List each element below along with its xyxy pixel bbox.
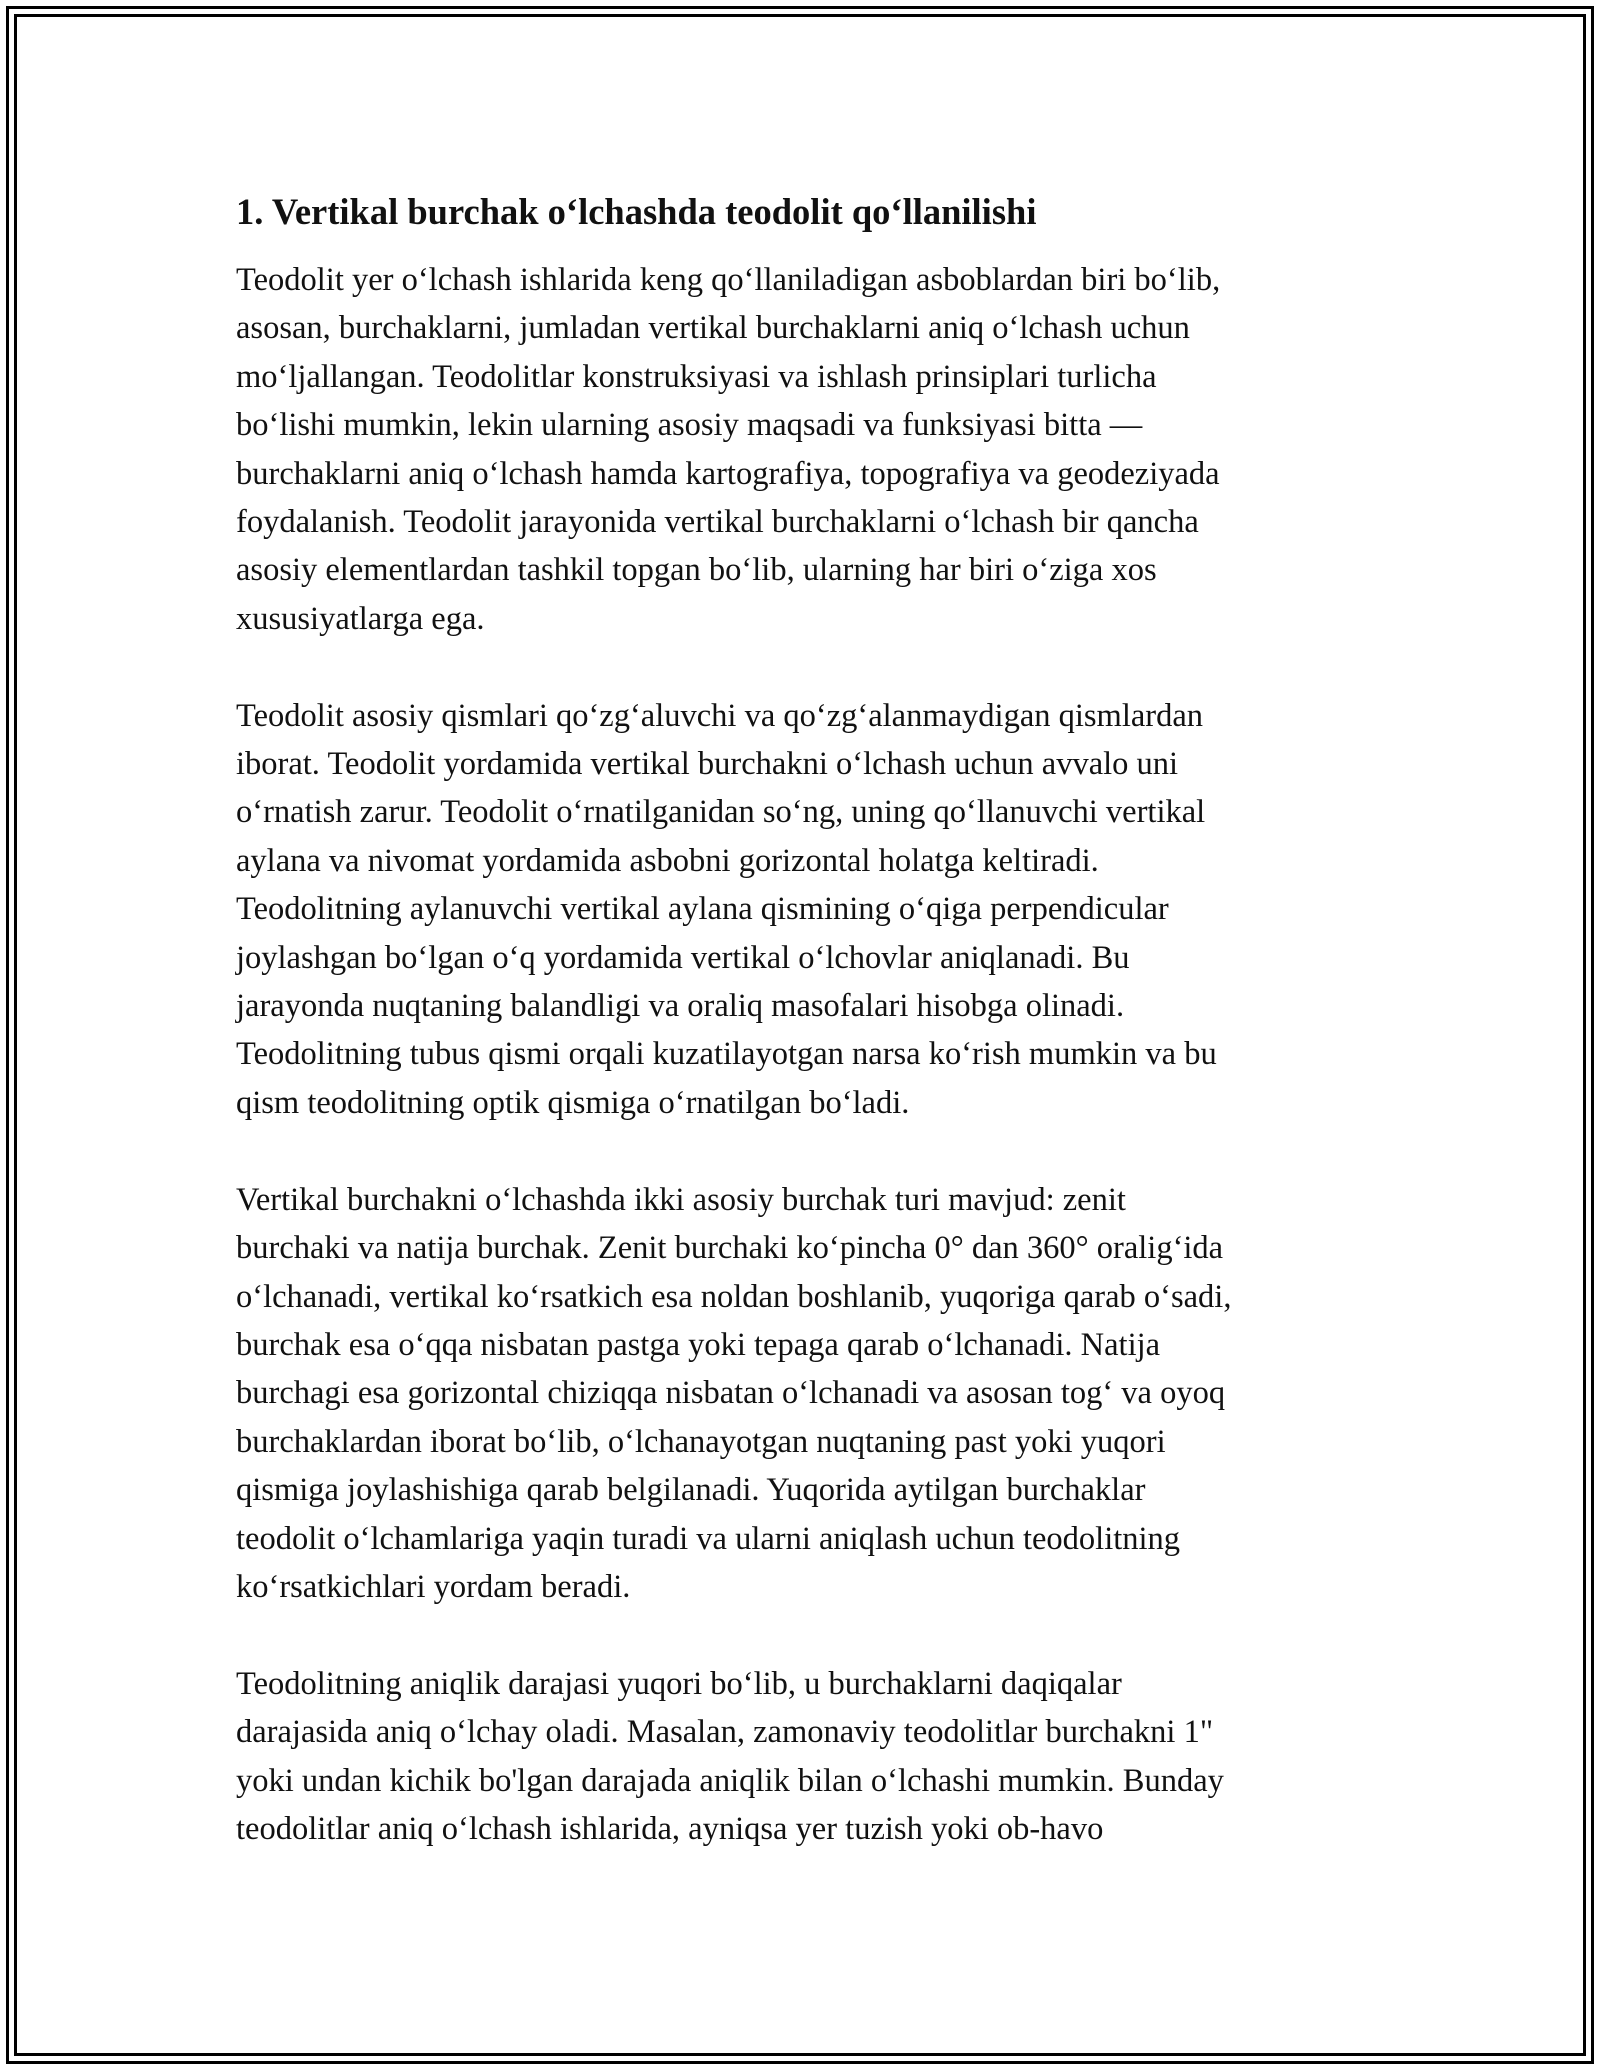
text-line: Teodolit asosiy qismlari qo‘zg‘aluvchi va qo‘zg‘alanmaydigan qismlardan (236, 697, 1204, 734)
text-line: Teodolitning aylanuvchi vertikal aylana qismining o‘qiga perpendicular (236, 891, 1169, 928)
text-line: qism teodolitning optik qismiga o‘rnatilgan bo‘ladi. (236, 1084, 910, 1121)
text-line: Teodolit yer o‘lchash ishlarida keng qo‘llaniladigan asboblardan biri bo‘lib, (236, 262, 1221, 298)
document-body (236, 186, 1366, 1902)
text-line: Vertikal burchakni o‘lchashda ikki asosiy burchak turi mavjud: zenit (236, 1181, 1126, 1218)
paragraph-1 (236, 256, 1366, 643)
text-line: aylana va nivomat yordamida asbobni gorizontal holatga keltiradi. (236, 842, 1099, 879)
text-line: jarayonda nuqtaning balandligi va oraliq masofalari hisobga olinadi. (236, 988, 1125, 1025)
text-line: Teodolitning tubus qismi orqali kuzatilayotgan narsa ko‘rish mumkin va bu (236, 1036, 1217, 1073)
text-line: iborat. Teodolit yordamida vertikal burchakni o‘lchash uchun avvalo uni (236, 746, 1179, 783)
text-line: yoki undan kichik bo'lgan darajada aniqlik bilan o‘lchashi mumkin. Bunday (236, 1762, 1224, 1799)
section-heading: 1. Vertikal burchak o‘lchashda teodolit qo‘llanilishi (236, 191, 1037, 232)
text-line: o‘rnatish zarur. Teodolit o‘rnatilganidan so‘ng, uning qo‘llanuvchi vertikal (236, 794, 1206, 831)
text-line: burchaklarni aniq o‘lchash hamda kartografiya, topografiya va geodeziyada (236, 455, 1220, 492)
text-line: qismiga joylashishiga qarab belgilanadi. Yuqorida aytilgan burchaklar (236, 1472, 1146, 1509)
text-line: teodolitlar aniq o‘lchash ishlarida, ayniqsa yer tuzish yoki ob-havo (236, 1810, 1104, 1847)
paragraph-3 (236, 1176, 1366, 1612)
text-line: burchak esa o‘qqa nisbatan pastga yoki tepaga qarab o‘lchanadi. Natija (236, 1326, 1161, 1363)
text-line: ko‘rsatkichlari yordam beradi. (236, 1568, 631, 1605)
text-line: bo‘lishi mumkin, lekin ularning asosiy maqsadi va funksiyasi bitta — (236, 407, 1143, 444)
text-line: Teodolitning aniqlik darajasi yuqori bo‘lib, u burchaklarni daqiqalar (236, 1665, 1122, 1702)
text-line: foydalanish. Teodolit jarayonida vertikal burchaklarni o‘lchash bir qancha (236, 504, 1199, 541)
text-line: teodolit o‘lchamlariga yaqin turadi va ularni aniqlash uchun teodolitning (236, 1520, 1181, 1557)
text-line: burchaklardan iborat bo‘lib, o‘lchanayotgan nuqtaning past yoki yuqori (236, 1423, 1166, 1460)
text-line: asosiy elementlardan tashkil topgan bo‘lib, ularning har biri o‘ziga xos (236, 552, 1157, 589)
text-line: burchaki va natija burchak. Zenit burchaki ko‘pincha 0° dan 360° oralig‘ida (236, 1230, 1224, 1267)
text-line: mo‘ljallangan. Teodolitlar konstruksiyasi va ishlash prinsiplari turlicha (236, 358, 1157, 395)
text-line: xususiyatlarga ega. (236, 600, 485, 637)
text-line: burchagi esa gorizontal chiziqqa nisbatan o‘lchanadi va asosan tog‘ va oyoq (236, 1375, 1226, 1412)
text-line: o‘lchanadi, vertikal ko‘rsatkich esa noldan boshlanib, yuqoriga qarab o‘sadi, (236, 1278, 1232, 1315)
text-line: joylashgan bo‘lgan o‘q yordamida vertikal o‘lchovlar aniqlanadi. Bu (236, 939, 1130, 976)
text-line: asosan, burchaklarni, jumladan vertikal burchaklarni aniq o‘lchash uchun (236, 310, 1190, 347)
text-line: darajasida aniq o‘lchay oladi. Masalan, zamonaviy teodolitlar burchakni 1" (236, 1714, 1214, 1751)
paragraph-2 (236, 692, 1366, 1128)
paragraph-4 (236, 1660, 1366, 1854)
